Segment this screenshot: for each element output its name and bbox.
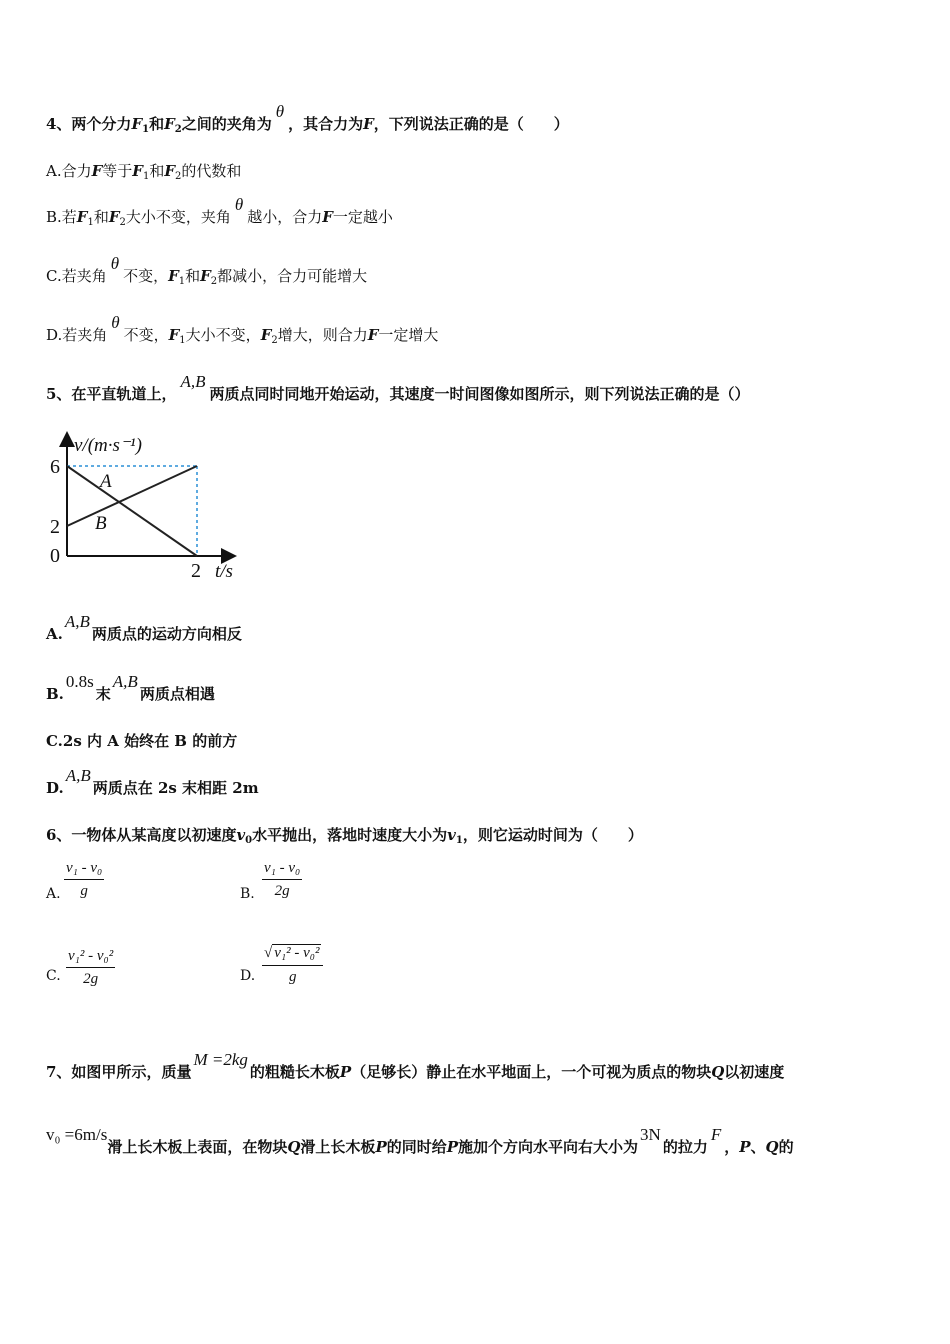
q6-opt-a-label: A. bbox=[46, 886, 61, 902]
q7-stem-text: 的 bbox=[778, 1138, 794, 1156]
q7-stem-text: 的同时给 bbox=[386, 1138, 447, 1156]
y-tick-label-2: 2 bbox=[50, 516, 60, 538]
q4-option-c bbox=[46, 254, 368, 292]
q4-f1: F bbox=[131, 115, 143, 133]
q4-option-d bbox=[46, 313, 439, 351]
q4-opt-a-text: A.合力 bbox=[46, 162, 92, 180]
q4-opt-c-text: 和 bbox=[185, 267, 201, 285]
q5-opt-a-label: A. bbox=[46, 625, 63, 643]
q7-q: Q bbox=[711, 1063, 725, 1081]
q7-v0: v₀ =6m/s bbox=[46, 1125, 108, 1144]
series-line-b bbox=[67, 466, 197, 526]
q5-stem bbox=[46, 372, 750, 404]
q4-opt-d-text: 增大，则合力 bbox=[277, 326, 368, 344]
q4-opt-b-text: B.若 bbox=[46, 208, 77, 226]
q4-opt-c-text: C.若夹角 bbox=[46, 267, 107, 285]
q4-theta: θ bbox=[111, 313, 120, 332]
q4-opt-d-text: D.若夹角 bbox=[46, 326, 108, 344]
q5-opt-d-label: D. bbox=[46, 779, 64, 797]
q4-stem-text: ，其合力为 bbox=[288, 115, 364, 133]
q5-opt-d-text: 两质点在 2s 末相距 2m bbox=[92, 779, 259, 797]
q4-f: F bbox=[363, 115, 374, 133]
q6-opt-b-numerator: v₁ - v₀ bbox=[262, 860, 302, 880]
q4-opt-a-text: 和 bbox=[149, 162, 165, 180]
q5-option-a bbox=[46, 612, 242, 644]
q4-f2-sub: 2 bbox=[174, 171, 182, 182]
q4-opt-c-text: 都减小，合力可能增大 bbox=[217, 267, 368, 285]
q6-opt-d-numerator: v₁² - v₀² bbox=[274, 945, 320, 961]
q6-opt-a-numerator: v₁ - v₀ bbox=[64, 860, 104, 880]
q6-stem bbox=[46, 825, 643, 851]
q6-opt-b-fraction bbox=[262, 860, 302, 900]
q7-stem-text: 7、如图甲所示，质量 bbox=[46, 1063, 192, 1081]
q4-option-b bbox=[46, 195, 393, 233]
q4-f1: F bbox=[168, 326, 180, 344]
q4-f2: F bbox=[108, 208, 120, 226]
q5-opt-b-text: 末 bbox=[95, 685, 111, 703]
q6-opt-c-label: C. bbox=[46, 968, 61, 984]
series-line-a bbox=[67, 466, 197, 556]
q5-opt-b-label: B. bbox=[46, 685, 64, 703]
q7-p: P bbox=[375, 1138, 387, 1156]
q5-opt-b-text: 两质点相遇 bbox=[139, 685, 215, 703]
q6-v0-sub: 0 bbox=[245, 835, 253, 846]
q5-option-d bbox=[46, 766, 259, 798]
q4-opt-b-text: 和 bbox=[93, 208, 109, 226]
q7-stem-line1 bbox=[46, 1050, 785, 1082]
q5-option-c bbox=[46, 731, 237, 751]
q4-f: F bbox=[367, 326, 379, 344]
q5-stem-text: 5、在平直轨道上， bbox=[46, 385, 177, 403]
q4-f1: F bbox=[168, 267, 179, 285]
q6-v1: v bbox=[447, 826, 456, 844]
velocity-time-chart bbox=[40, 425, 260, 585]
q6-v1-sub: 1 bbox=[455, 835, 463, 846]
q6-opt-b-label: B. bbox=[240, 886, 255, 902]
q4-theta: θ bbox=[275, 102, 285, 121]
q6-opt-a-fraction bbox=[64, 860, 104, 900]
q4-theta: θ bbox=[234, 195, 244, 214]
q4-f1: F bbox=[132, 162, 143, 180]
q6-stem-text: ，则它运动时间为（ ） bbox=[462, 826, 643, 844]
q5-ab: A,B bbox=[64, 612, 90, 631]
q6-opt-c-fraction bbox=[66, 948, 115, 988]
q4-f1-sub: 1 bbox=[179, 335, 186, 346]
q7-stem-text: 的粗糙长木板 bbox=[249, 1063, 340, 1081]
q4-f1-sub: 1 bbox=[87, 217, 94, 228]
q5-opt-a-text: 两质点的运动方向相反 bbox=[91, 625, 242, 643]
q5-ab: A,B bbox=[180, 372, 206, 391]
q4-stem-text: 和 bbox=[149, 115, 165, 133]
q7-p: P bbox=[739, 1138, 751, 1156]
series-label-a: A bbox=[100, 471, 112, 492]
q5-opt-b-time: 0.8s bbox=[65, 672, 94, 691]
q4-opt-d-text: 大小不变， bbox=[185, 326, 261, 344]
q4-opt-d-text: 不变， bbox=[123, 326, 169, 344]
q4-opt-d-text: 一定增大 bbox=[378, 326, 439, 344]
q4-f1-sub: 1 bbox=[142, 171, 150, 182]
q4-f1-sub: 1 bbox=[142, 124, 150, 135]
q4-f: F bbox=[91, 162, 103, 180]
x-axis-label: t/s bbox=[215, 561, 233, 582]
q5-opt-c-text: C.2s 内 A 始终在 B 的前方 bbox=[46, 732, 238, 750]
q7-p: P bbox=[339, 1063, 352, 1081]
q6-opt-a-denominator: g bbox=[80, 883, 88, 899]
q4-f2: F bbox=[164, 162, 175, 180]
q6-opt-d-denominator: g bbox=[288, 969, 297, 985]
q5-option-b bbox=[46, 672, 215, 704]
q7-stem-text: 、 bbox=[750, 1138, 766, 1156]
q5-stem-text: 两质点同时同地开始运动，其速度一时间图像如图所示，则下列说法正确的是（） bbox=[209, 385, 750, 403]
x-tick-label-2: 2 bbox=[191, 560, 201, 582]
q7-stem-text: 滑上长木板 bbox=[300, 1138, 376, 1156]
q4-f2: F bbox=[260, 326, 272, 344]
y-tick-label-0: 0 bbox=[50, 545, 60, 567]
q4-opt-b-text: 一定越小 bbox=[332, 208, 393, 226]
q6-opt-d-label: D. bbox=[240, 968, 256, 984]
q4-opt-a-text: 的代数和 bbox=[181, 162, 242, 180]
q7-stem-text: ， bbox=[724, 1138, 740, 1156]
q7-stem-text: 的拉力 bbox=[662, 1138, 708, 1156]
q4-f1-sub: 1 bbox=[178, 276, 186, 287]
q4-f1: F bbox=[76, 208, 88, 226]
q6-v0: v bbox=[236, 826, 246, 844]
q6-stem-text: 6、一物体从某高度以初速度 bbox=[46, 826, 237, 844]
q4-opt-b-text: 大小不变，夹角 bbox=[125, 208, 231, 226]
q4-f2-sub: 2 bbox=[119, 217, 126, 228]
q4-theta: θ bbox=[110, 254, 120, 273]
q5-ab: A,B bbox=[65, 766, 91, 785]
y-tick-label-6: 6 bbox=[50, 456, 60, 478]
q5-ab: A,B bbox=[112, 672, 138, 691]
q4-f2-sub: 2 bbox=[271, 335, 278, 346]
q4-f2: F bbox=[164, 115, 175, 133]
q7-force: 3N bbox=[640, 1125, 661, 1144]
series-label-b: B bbox=[95, 513, 107, 534]
q7-stem-text: 施加个方向水平向右大小为 bbox=[458, 1138, 639, 1156]
q7-stem-text: 以初速度 bbox=[724, 1063, 785, 1081]
q7-mass: M =2kg bbox=[193, 1050, 248, 1069]
q7-p: P bbox=[446, 1138, 459, 1156]
q4-option-a bbox=[46, 161, 241, 187]
q6-opt-c-numerator: v₁² - v₀² bbox=[66, 948, 115, 968]
q4-stem-text: ，下列说法正确的是（ ） bbox=[373, 115, 569, 133]
q4-stem bbox=[46, 102, 569, 140]
q4-f2: F bbox=[200, 267, 211, 285]
q7-stem-text: 滑上长木板上表面，在物块 bbox=[107, 1138, 288, 1156]
q4-f: F bbox=[322, 208, 333, 226]
q4-opt-b-text: 越小，合力 bbox=[247, 208, 323, 226]
q7-stem-line2 bbox=[46, 1125, 794, 1157]
q6-opt-b-denominator: 2g bbox=[274, 883, 290, 899]
q6-opt-d-numerator-wrap: √ v₁² - v₀² bbox=[262, 944, 323, 966]
q6-opt-c-denominator: 2g bbox=[83, 971, 99, 987]
q7-q: Q bbox=[765, 1138, 779, 1156]
q4-stem-text: 4、两个分力 bbox=[46, 115, 132, 133]
q4-stem-text: 之间的夹角为 bbox=[181, 115, 272, 133]
q6-stem-text: 水平抛出，落地时速度大小为 bbox=[252, 826, 448, 844]
q7-stem-text: （足够长）静止在水平地面上，一个可视为质点的物块 bbox=[351, 1063, 712, 1081]
q4-opt-a-text: 等于 bbox=[102, 162, 133, 180]
y-axis-label: v/(m·s⁻¹) bbox=[74, 435, 142, 456]
q7-q: Q bbox=[287, 1138, 301, 1156]
q7-f: F bbox=[710, 1125, 722, 1144]
q4-opt-c-text: 不变， bbox=[123, 267, 169, 285]
q6-opt-d-fraction bbox=[262, 944, 323, 986]
q4-f2-sub: 2 bbox=[174, 124, 182, 135]
q4-f2-sub: 2 bbox=[210, 276, 218, 287]
